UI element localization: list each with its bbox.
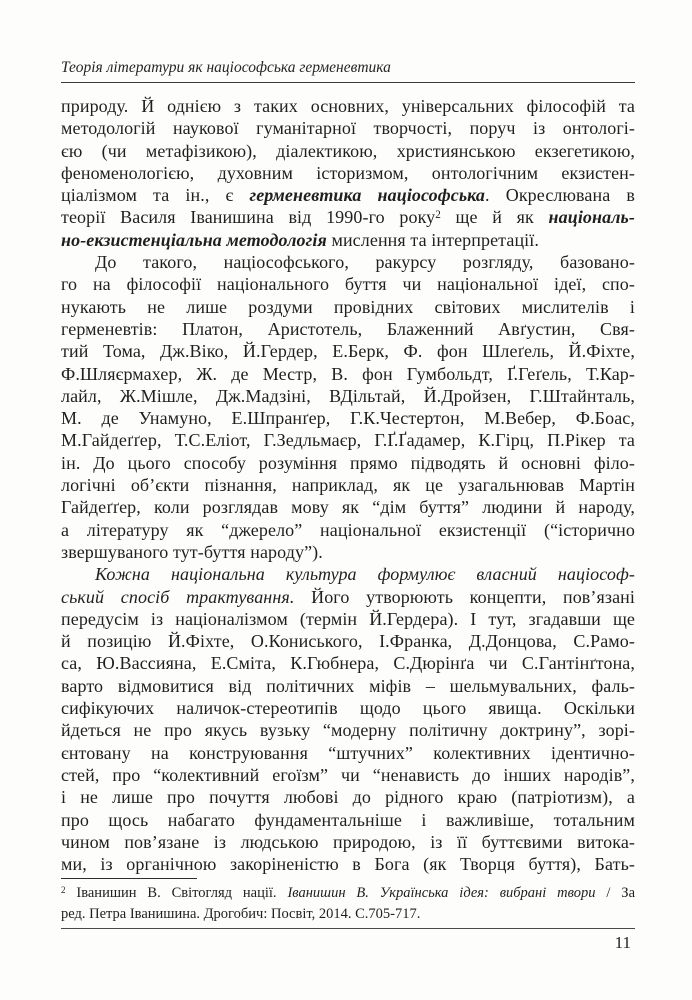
- text-line: [61, 184, 635, 206]
- text-run: ський спосіб трактування.: [61, 586, 295, 607]
- text-line: [61, 630, 635, 652]
- text-run: ціалізмом та ін., є: [61, 185, 250, 206]
- text-run: передусім із націоналізмом (термін Й.Гердера). І тут, згадавши ще: [61, 608, 635, 629]
- body-text: [61, 95, 635, 875]
- page-number: 11: [614, 933, 631, 953]
- text-run: Кожна національна культура формулює власний націософ-: [95, 564, 635, 585]
- text-line: [61, 474, 635, 496]
- text-run: Гайдеґґер, коли розглядав мову як “дім буття” людини й народу,: [61, 497, 635, 518]
- text-run: Іванишин В. Українська ідея: вибрані твори: [287, 885, 596, 902]
- text-line: [61, 162, 635, 184]
- text-line: [61, 251, 635, 273]
- footnote-separator-rule: [61, 878, 197, 879]
- text-run: природу. Й однією з таких основних, універсальних філософій та: [61, 96, 635, 116]
- text-line: [61, 742, 635, 764]
- text-line: [61, 95, 635, 117]
- text-line: [61, 206, 635, 228]
- text-line: [61, 586, 635, 608]
- text-run: теорії Василя Іванишина від 1990-го року: [61, 207, 436, 228]
- text-line: [61, 496, 635, 518]
- text-run: чином пов’язане із людською природою, із її буттєвими витока-: [61, 831, 635, 852]
- text-run: . Окреслювана в: [485, 185, 635, 206]
- text-line: [61, 697, 635, 719]
- text-line: [61, 452, 635, 474]
- text-run: національ-: [548, 207, 635, 228]
- page-bottom-rule: [61, 928, 635, 929]
- text-line: [61, 853, 635, 875]
- text-line: [61, 563, 635, 585]
- text-line: [61, 140, 635, 162]
- text-run: а літературу як “джерело” національної екзистенції (“історично: [61, 519, 635, 540]
- text-line: [61, 429, 635, 451]
- text-run: герменевтика націософська: [249, 185, 486, 206]
- text-line: [61, 883, 635, 904]
- text-line: [61, 904, 635, 925]
- text-run: Його утворюють концепти, пов’язані: [294, 586, 635, 607]
- text-line: [61, 719, 635, 741]
- text-line: [61, 786, 635, 808]
- text-run: До такого, націософського, ракурсу розгляду, базовано-: [95, 252, 635, 273]
- text-run: звершуваного тут-буття народу”).: [61, 541, 323, 562]
- text-run: но-екзистенціальна методологія: [61, 229, 327, 250]
- text-run: й позицію Й.Фіхте, О.Кониського, І.Франка, Д.Донцова, С.Рамо-: [61, 631, 635, 652]
- text-line: [61, 541, 635, 563]
- text-run: логічні об’єкти пізнання, наприклад, як це узагальнював Мартін: [61, 475, 635, 496]
- text-run: ще й як: [440, 207, 549, 228]
- text-run: про щось набагато фундаментальніше і важливіше, тотальним: [61, 809, 635, 830]
- text-run: ред. Петра Іванишина. Дрогобич: Посвіт, 2014. С.705-717.: [61, 906, 421, 923]
- text-run: ми, із органічною закоріненістю в Бога (як Творця буття), Бать-: [61, 854, 635, 875]
- text-line: [61, 229, 635, 251]
- text-run: герменевтів: Платон, Аристотель, Блаженний Авґустин, Свя-: [61, 318, 635, 339]
- text-run: лайл, Ж.Мішле, Дж.Мадзіні, ВДільтай, Й.Дройзен, Г.Штайнталь,: [61, 385, 635, 406]
- text-run: тий Тома, Дж.Віко, Й.Гердер, Е.Берк, Ф. фон Шлеґель, Й.Фіхте,: [61, 341, 635, 362]
- text-line: [61, 652, 635, 674]
- text-line: [61, 340, 635, 362]
- text-run: методологій наукової гуманітарної творчості, поруч із онтологі-: [61, 118, 635, 139]
- text-run: 2: [435, 209, 441, 222]
- text-run: го на філософії національного буття чи національної ідеї, спо-: [61, 274, 635, 295]
- text-run: варто відмовитися від політичних міфів – шельмувальних, фаль-: [61, 675, 635, 696]
- text-run: йдеться не про якусь вузьку “модерну політичну доктрину”, зорі-: [61, 720, 635, 741]
- text-run: 2: [61, 885, 66, 896]
- text-line: [61, 831, 635, 853]
- text-run: нукають не лише роздуми провідних світових мислителів і: [61, 296, 635, 317]
- footnote: [61, 883, 635, 925]
- text-run: М.Гайдеґґер, Т.С.Еліот, Г.Зедльмаєр, Г.Ґ.Ґадамер, К.Гірц, П.Рікер та: [61, 430, 635, 451]
- page-content: [61, 58, 635, 953]
- text-run: єнтовану на конструювання “штучних” колективних ідентично-: [61, 742, 635, 763]
- text-line: [61, 385, 635, 407]
- text-run: ін. До цього способу розуміння прямо підводять й основні філо-: [61, 452, 635, 473]
- text-line: [61, 296, 635, 318]
- text-line: [61, 407, 635, 429]
- text-line: [61, 273, 635, 295]
- text-run: са, Ю.Вассияна, Е.Сміта, К.Гюбнера, С.Дюрінґа чи С.Гантінґтона,: [61, 653, 635, 674]
- text-run: сифікуючих наличок-стереотипів щодо цього явища. Оскільки: [61, 698, 635, 719]
- text-run: Ф.Шляєрмахер, Ж. де Местр, В. фон Гумбольдт, Ґ.Геґель, Т.Кар-: [61, 363, 635, 384]
- text-run: мислення та інтерпретації.: [326, 229, 539, 250]
- text-run: феноменологією, духовним історизмом, онтологічним екзистен-: [61, 162, 635, 183]
- text-run: і не лише про почуття любові до рідного краю (патріотизм), а: [61, 787, 635, 808]
- text-run: / За: [595, 885, 635, 902]
- running-header: [61, 58, 635, 83]
- text-line: [61, 809, 635, 831]
- text-run: єю (чи метафізикою), діалектикою, християнською екзегетикою,: [61, 140, 635, 161]
- text-line: [61, 318, 635, 340]
- text-run: М. де Унамуно, Е.Шпранґер, Г.К.Честертон, М.Вебер, Ф.Боас,: [61, 408, 635, 429]
- text-run: Іванишин В. Світогляд нації.: [65, 885, 288, 902]
- text-line: [61, 675, 635, 697]
- text-run: стей, про “колективний егоїзм” чи “ненависть до інших народів”,: [61, 764, 635, 785]
- text-line: [61, 608, 635, 630]
- text-line: [61, 764, 635, 786]
- text-line: [61, 519, 635, 541]
- running-header-title: Теорія літератури як націософська герменевтика: [61, 59, 391, 76]
- text-line: [61, 363, 635, 385]
- text-line: [61, 117, 635, 139]
